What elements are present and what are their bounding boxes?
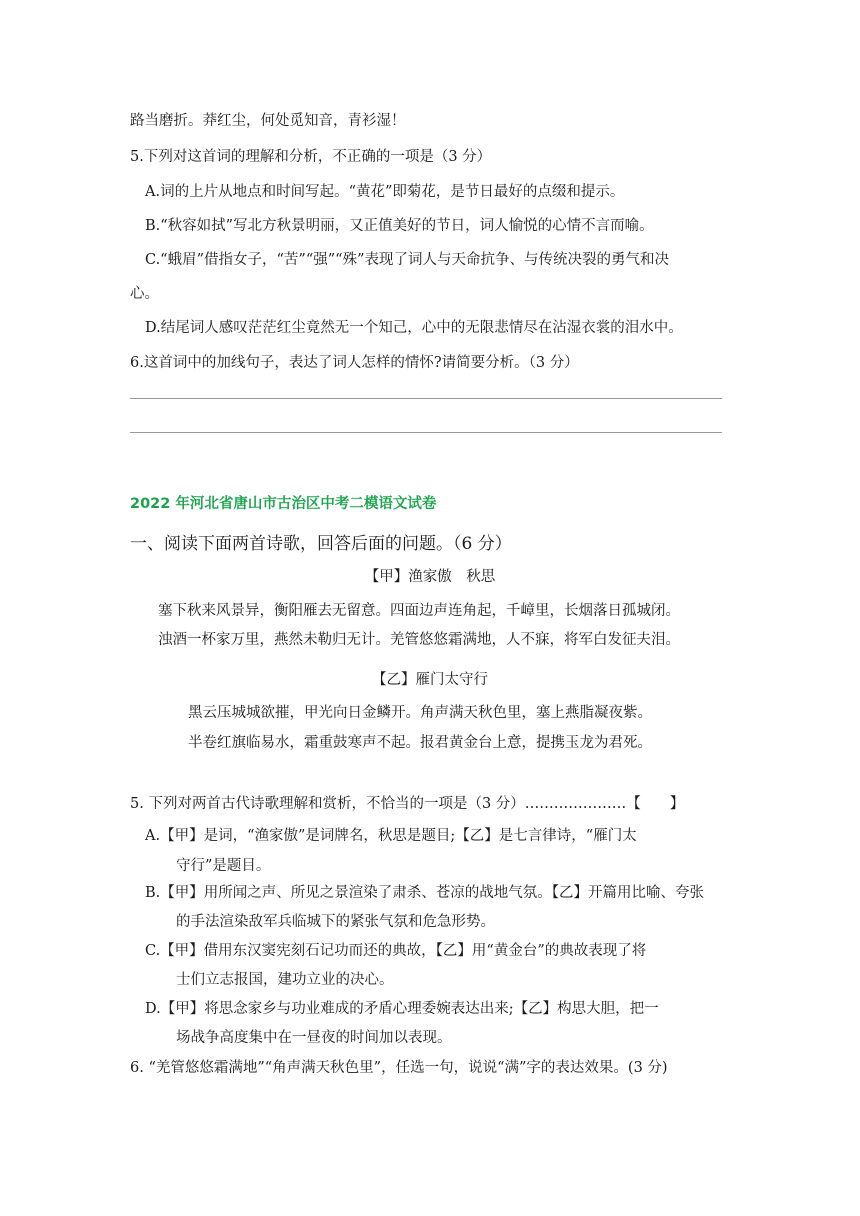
question-5-option-c-continued: 心。 [130, 286, 159, 302]
poem-a-title: 【甲】渔家傲 秋思 [364, 569, 496, 585]
question-5-option-d: D.【甲】将思念家乡与功业难成的矛盾心理委婉表达出来;【乙】构思大胆，把一 [145, 1001, 659, 1017]
question-6-stem: 6. “羌管悠悠霜满地”“角声满天秋色里”，任选一句，说说“满”字的表达效果。(3 分) [130, 1060, 668, 1076]
exam-title: 2022 年河北省唐山市古治区中考二模语文试卷 [130, 496, 437, 512]
question-5-option-b-continued: 的手法渲染敌军兵临城下的紧张气氛和危急形势。 [176, 914, 495, 930]
question-5-option-c-continued: 士们立志报国，建功立业的决心。 [176, 972, 394, 988]
question-5-option-b: B.【甲】用所闻之声、所见之景渲染了肃杀、苍凉的战地气氛。【乙】开篇用比喻、夸张 [145, 885, 705, 901]
poem-a-line: 浊酒一杯家万里，燕然未勒归无计。羌管悠悠霜满地，人不寐，将军白发征夫泪。 [158, 632, 680, 648]
question-5-option-a: A.【甲】是词，“渔家傲”是词牌名，秋思是题目;【乙】是七言律诗，“雁门太 [145, 828, 637, 844]
poem-b-title: 【乙】雁门太守行 [372, 672, 488, 688]
question-5-stem: 5. 下列对两首古代诗歌理解和赏析，不恰当的一项是（3 分）…………………【 】 [130, 796, 685, 812]
question-5-stem: 5.下列对这首词的理解和分析，不正确的一项是（3 分） [130, 149, 492, 165]
question-5-option-c: C.“蛾眉”借指女子，“苦”“强”“殊”表现了词人与天命抗争、与传统决裂的勇气和决 [145, 252, 669, 268]
answer-line [130, 432, 722, 433]
question-5-option-a: A.词的上片从地点和时间写起。“黄花”即菊花，是节日最好的点缀和提示。 [145, 184, 625, 200]
question-5-option-d-continued: 场战争高度集中在一昼夜的时间加以表现。 [176, 1030, 452, 1046]
question-5-option-a-continued: 守行”是题目。 [176, 858, 271, 874]
section-heading: 一、阅读下面两首诗歌，回答后面的问题。（6 分） [130, 534, 512, 554]
poem-b-line: 半卷红旗临易水，霜重鼓寒声不起。报君黄金台上意，提携玉龙为君死。 [188, 735, 652, 751]
answer-line [130, 398, 722, 399]
question-5-option-c: C.【甲】借用东汉窦宪刻石记功而还的典故，【乙】用“黄金台”的典故表现了将 [145, 943, 647, 959]
question-5-option-d: D.结尾词人感叹茫茫红尘竟然无一个知己，心中的无限悲情尽在沾湿衣裳的泪水中。 [145, 320, 683, 336]
poem-last-line: 路当磨折。莽红尘，何处觅知音，青衫湿！ [130, 113, 406, 129]
question-6-stem: 6.这首词中的加线句子，表达了词人怎样的情怀?请简要分析。（3 分） [130, 355, 579, 371]
poem-a-line: 塞下秋来风景异，衡阳雁去无留意。四面边声连角起，千嶂里，长烟落日孤城闭。 [158, 603, 680, 619]
poem-b-line: 黑云压城城欲摧，甲光向日金鳞开。角声满天秋色里，塞上燕脂凝夜紫。 [188, 705, 652, 721]
question-5-option-b: B.“秋容如拭”写北方秋景明丽，又正值美好的节日，词人愉悦的心情不言而喻。 [145, 218, 654, 234]
